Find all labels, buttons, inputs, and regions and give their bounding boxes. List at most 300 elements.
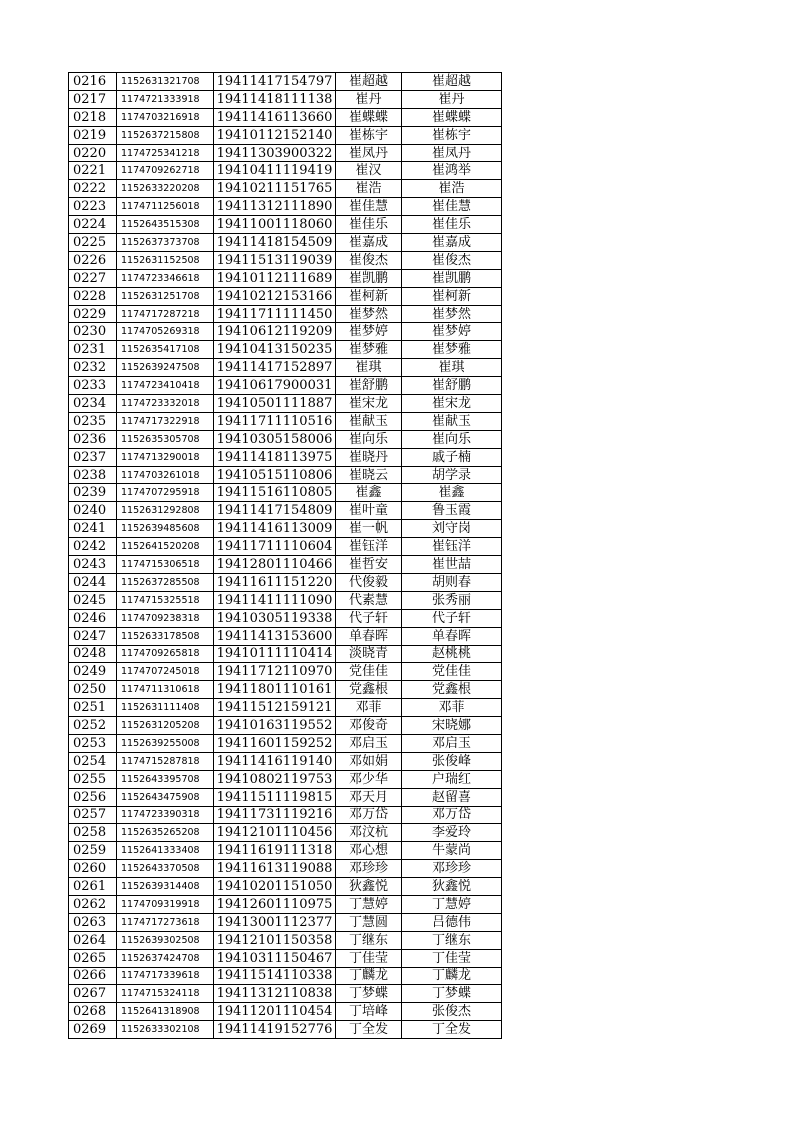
row-number-cell: 0218 — [69, 108, 117, 126]
row-number-cell: 0264 — [69, 931, 117, 949]
name-secondary-cell: 赵留喜 — [402, 788, 502, 806]
name-secondary-cell: 崔柯新 — [402, 287, 502, 305]
name-secondary-cell: 丁梦蝶 — [402, 985, 502, 1003]
table-row — [69, 198, 502, 216]
table-row — [69, 806, 502, 824]
code-a-cell: 1174707295918 — [117, 484, 214, 502]
code-a-cell: 1174713290018 — [117, 448, 214, 466]
code-b-cell: 19410163119552 — [214, 717, 336, 735]
name-secondary-cell: 崔凤丹 — [402, 144, 502, 162]
name-primary-cell: 崔叶童 — [336, 502, 402, 520]
code-a-cell: 1152637215808 — [117, 126, 214, 144]
table-row — [69, 305, 502, 323]
name-primary-cell: 党鑫根 — [336, 681, 402, 699]
code-a-cell: 1152631292808 — [117, 502, 214, 520]
row-number-cell: 0224 — [69, 216, 117, 234]
name-secondary-cell: 崔嘉成 — [402, 234, 502, 252]
code-b-cell: 19411417154809 — [214, 502, 336, 520]
code-b-cell: 19411411111090 — [214, 591, 336, 609]
name-secondary-cell: 崔钰洋 — [402, 538, 502, 556]
code-a-cell: 1152643370508 — [117, 860, 214, 878]
code-b-cell: 19410212153166 — [214, 287, 336, 305]
name-primary-cell: 丁慧婷 — [336, 895, 402, 913]
code-b-cell: 19410501111887 — [214, 395, 336, 413]
code-b-cell: 19411514110338 — [214, 967, 336, 985]
table-row — [69, 484, 502, 502]
name-secondary-cell: 鲁玉霞 — [402, 502, 502, 520]
row-number-cell: 0255 — [69, 770, 117, 788]
name-primary-cell: 丁佳莹 — [336, 949, 402, 967]
table-row — [69, 663, 502, 681]
code-a-cell: 1174715287818 — [117, 752, 214, 770]
code-a-cell: 1174709238318 — [117, 609, 214, 627]
code-b-cell: 19410112152140 — [214, 126, 336, 144]
code-b-cell: 19410111110414 — [214, 645, 336, 663]
name-secondary-cell: 崔丹 — [402, 90, 502, 108]
name-secondary-cell: 崔世喆 — [402, 556, 502, 574]
row-number-cell: 0266 — [69, 967, 117, 985]
name-secondary-cell: 赵桃桃 — [402, 645, 502, 663]
code-a-cell: 1152631321708 — [117, 73, 214, 91]
code-a-cell: 1174725341218 — [117, 144, 214, 162]
name-secondary-cell: 张俊峰 — [402, 752, 502, 770]
code-a-cell: 1152631205208 — [117, 717, 214, 735]
name-primary-cell: 丁梦蝶 — [336, 985, 402, 1003]
name-secondary-cell: 崔佳慧 — [402, 198, 502, 216]
code-b-cell: 19411418111138 — [214, 90, 336, 108]
code-b-cell: 19410411119419 — [214, 162, 336, 180]
name-secondary-cell: 吕德伟 — [402, 913, 502, 931]
code-a-cell: 1174723410418 — [117, 377, 214, 395]
row-number-cell: 0222 — [69, 180, 117, 198]
name-secondary-cell: 丁继东 — [402, 931, 502, 949]
name-primary-cell: 邓心想 — [336, 842, 402, 860]
row-number-cell: 0251 — [69, 699, 117, 717]
name-primary-cell: 崔向乐 — [336, 430, 402, 448]
row-number-cell: 0248 — [69, 645, 117, 663]
name-primary-cell: 崔浩 — [336, 180, 402, 198]
name-primary-cell: 代素慧 — [336, 591, 402, 609]
row-number-cell: 0244 — [69, 573, 117, 591]
code-b-cell: 19411801110161 — [214, 681, 336, 699]
name-primary-cell: 崔梦然 — [336, 305, 402, 323]
table-row — [69, 359, 502, 377]
code-b-cell: 19412801110466 — [214, 556, 336, 574]
code-b-cell: 19411516110805 — [214, 484, 336, 502]
table-row — [69, 913, 502, 931]
table-row — [69, 538, 502, 556]
code-a-cell: 1174705269318 — [117, 323, 214, 341]
name-secondary-cell: 丁慧婷 — [402, 895, 502, 913]
code-b-cell: 19411711110516 — [214, 412, 336, 430]
code-a-cell: 1152643395708 — [117, 770, 214, 788]
code-a-cell: 1152635305708 — [117, 430, 214, 448]
row-number-cell: 0260 — [69, 860, 117, 878]
code-a-cell: 1174717287218 — [117, 305, 214, 323]
table-row — [69, 645, 502, 663]
code-b-cell: 19411201110454 — [214, 1003, 336, 1021]
row-number-cell: 0256 — [69, 788, 117, 806]
code-b-cell: 19410112111689 — [214, 269, 336, 287]
code-b-cell: 19411001118060 — [214, 216, 336, 234]
row-number-cell: 0258 — [69, 824, 117, 842]
table-row — [69, 377, 502, 395]
table-row — [69, 73, 502, 91]
row-number-cell: 0231 — [69, 341, 117, 359]
name-secondary-cell: 张秀丽 — [402, 591, 502, 609]
name-primary-cell: 邓天月 — [336, 788, 402, 806]
table-row — [69, 395, 502, 413]
name-primary-cell: 邓珍珍 — [336, 860, 402, 878]
code-b-cell: 19411712110970 — [214, 663, 336, 681]
code-a-cell: 1152641520208 — [117, 538, 214, 556]
row-number-cell: 0234 — [69, 395, 117, 413]
row-number-cell: 0254 — [69, 752, 117, 770]
table-row — [69, 895, 502, 913]
name-secondary-cell: 党鑫根 — [402, 681, 502, 699]
table-row — [69, 216, 502, 234]
code-b-cell: 19411511119815 — [214, 788, 336, 806]
name-primary-cell: 代俊毅 — [336, 573, 402, 591]
name-secondary-cell: 崔琪 — [402, 359, 502, 377]
row-number-cell: 0268 — [69, 1003, 117, 1021]
name-secondary-cell: 邓珍珍 — [402, 860, 502, 878]
code-a-cell: 1152639302508 — [117, 931, 214, 949]
name-secondary-cell: 崔舒鹏 — [402, 377, 502, 395]
code-a-cell: 1174715325518 — [117, 591, 214, 609]
table-row — [69, 985, 502, 1003]
row-number-cell: 0243 — [69, 556, 117, 574]
name-primary-cell: 邓俊奇 — [336, 717, 402, 735]
name-primary-cell: 邓万岱 — [336, 806, 402, 824]
name-primary-cell: 崔凤丹 — [336, 144, 402, 162]
name-primary-cell: 淡晓青 — [336, 645, 402, 663]
row-number-cell: 0233 — [69, 377, 117, 395]
row-number-cell: 0236 — [69, 430, 117, 448]
name-secondary-cell: 崔宋龙 — [402, 395, 502, 413]
table-row — [69, 341, 502, 359]
name-primary-cell: 崔哲安 — [336, 556, 402, 574]
table-row — [69, 556, 502, 574]
code-a-cell: 1174721333918 — [117, 90, 214, 108]
name-secondary-cell: 崔鑫 — [402, 484, 502, 502]
name-primary-cell: 崔梦雅 — [336, 341, 402, 359]
name-primary-cell: 邓菲 — [336, 699, 402, 717]
table-body — [69, 73, 502, 1039]
name-secondary-cell: 崔凯鹏 — [402, 269, 502, 287]
row-number-cell: 0219 — [69, 126, 117, 144]
row-number-cell: 0228 — [69, 287, 117, 305]
code-b-cell: 19411512159121 — [214, 699, 336, 717]
code-b-cell: 19411303900322 — [214, 144, 336, 162]
name-secondary-cell: 户瑞红 — [402, 770, 502, 788]
code-b-cell: 19411417154797 — [214, 73, 336, 91]
name-primary-cell: 崔鑫 — [336, 484, 402, 502]
table-row — [69, 699, 502, 717]
name-secondary-cell: 单春晖 — [402, 627, 502, 645]
code-a-cell: 1152639485608 — [117, 520, 214, 538]
name-primary-cell: 崔舒鹏 — [336, 377, 402, 395]
name-primary-cell: 丁培峰 — [336, 1003, 402, 1021]
name-primary-cell: 丁全发 — [336, 1021, 402, 1039]
row-number-cell: 0216 — [69, 73, 117, 91]
name-secondary-cell: 牛蒙尚 — [402, 842, 502, 860]
code-b-cell: 19410305158006 — [214, 430, 336, 448]
row-number-cell: 0227 — [69, 269, 117, 287]
code-a-cell: 1152631111408 — [117, 699, 214, 717]
code-a-cell: 1152633178508 — [117, 627, 214, 645]
name-primary-cell: 崔蝶蝶 — [336, 108, 402, 126]
table-row — [69, 251, 502, 269]
name-primary-cell: 邓少华 — [336, 770, 402, 788]
name-secondary-cell: 张俊杰 — [402, 1003, 502, 1021]
table-row — [69, 609, 502, 627]
code-b-cell: 19412101110456 — [214, 824, 336, 842]
table-row — [69, 90, 502, 108]
code-a-cell: 1152633302108 — [117, 1021, 214, 1039]
name-secondary-cell: 宋晓娜 — [402, 717, 502, 735]
table-row — [69, 967, 502, 985]
row-number-cell: 0225 — [69, 234, 117, 252]
table-row — [69, 842, 502, 860]
name-primary-cell: 崔佳慧 — [336, 198, 402, 216]
name-secondary-cell: 代子轩 — [402, 609, 502, 627]
table-row — [69, 627, 502, 645]
name-primary-cell: 邓如娟 — [336, 752, 402, 770]
table-row — [69, 788, 502, 806]
name-primary-cell: 崔凯鹏 — [336, 269, 402, 287]
table-row — [69, 430, 502, 448]
name-primary-cell: 崔汉 — [336, 162, 402, 180]
code-b-cell: 19410617900031 — [214, 377, 336, 395]
name-secondary-cell: 丁全发 — [402, 1021, 502, 1039]
code-a-cell: 1174709265818 — [117, 645, 214, 663]
row-number-cell: 0240 — [69, 502, 117, 520]
row-number-cell: 0269 — [69, 1021, 117, 1039]
code-b-cell: 19410515110806 — [214, 466, 336, 484]
code-b-cell: 19410413150235 — [214, 341, 336, 359]
code-a-cell: 1174717339618 — [117, 967, 214, 985]
row-number-cell: 0265 — [69, 949, 117, 967]
code-a-cell: 1152639314408 — [117, 878, 214, 896]
name-secondary-cell: 崔梦雅 — [402, 341, 502, 359]
name-primary-cell: 单春晖 — [336, 627, 402, 645]
table-row — [69, 717, 502, 735]
name-primary-cell: 丁麟龙 — [336, 967, 402, 985]
code-a-cell: 1152637424708 — [117, 949, 214, 967]
name-primary-cell: 崔嘉成 — [336, 234, 402, 252]
table-row — [69, 108, 502, 126]
name-primary-cell: 崔琪 — [336, 359, 402, 377]
table-row — [69, 234, 502, 252]
table-row — [69, 591, 502, 609]
code-b-cell: 19411613119088 — [214, 860, 336, 878]
name-primary-cell: 崔一帆 — [336, 520, 402, 538]
code-a-cell: 1174715324118 — [117, 985, 214, 1003]
table-row — [69, 520, 502, 538]
code-b-cell: 19410201151050 — [214, 878, 336, 896]
table-row — [69, 931, 502, 949]
name-primary-cell: 丁继东 — [336, 931, 402, 949]
code-b-cell: 19411416113660 — [214, 108, 336, 126]
row-number-cell: 0238 — [69, 466, 117, 484]
code-b-cell: 19411312110838 — [214, 985, 336, 1003]
code-a-cell: 1174723346618 — [117, 269, 214, 287]
name-secondary-cell: 刘守岗 — [402, 520, 502, 538]
code-a-cell: 1152637285508 — [117, 573, 214, 591]
name-secondary-cell: 崔超越 — [402, 73, 502, 91]
row-number-cell: 0242 — [69, 538, 117, 556]
table-row — [69, 323, 502, 341]
code-b-cell: 19411711111450 — [214, 305, 336, 323]
code-a-cell: 1152639247508 — [117, 359, 214, 377]
code-a-cell: 1152643515308 — [117, 216, 214, 234]
table-row — [69, 269, 502, 287]
code-b-cell: 19410802119753 — [214, 770, 336, 788]
row-number-cell: 0247 — [69, 627, 117, 645]
code-a-cell: 1174709262718 — [117, 162, 214, 180]
row-number-cell: 0229 — [69, 305, 117, 323]
code-b-cell: 19412101150358 — [214, 931, 336, 949]
table-row — [69, 466, 502, 484]
code-a-cell: 1152637373708 — [117, 234, 214, 252]
code-a-cell: 1174709319918 — [117, 895, 214, 913]
code-a-cell: 1152643475908 — [117, 788, 214, 806]
name-primary-cell: 邓汶杭 — [336, 824, 402, 842]
name-secondary-cell: 胡学录 — [402, 466, 502, 484]
row-number-cell: 0250 — [69, 681, 117, 699]
table-row — [69, 573, 502, 591]
code-b-cell: 19411418113975 — [214, 448, 336, 466]
row-number-cell: 0241 — [69, 520, 117, 538]
name-secondary-cell: 戚子楠 — [402, 448, 502, 466]
code-a-cell: 1152633220208 — [117, 180, 214, 198]
code-b-cell: 19413001112377 — [214, 913, 336, 931]
name-secondary-cell: 崔俊杰 — [402, 251, 502, 269]
table-row — [69, 412, 502, 430]
code-a-cell: 1174717273618 — [117, 913, 214, 931]
row-number-cell: 0230 — [69, 323, 117, 341]
name-primary-cell: 崔超越 — [336, 73, 402, 91]
name-secondary-cell: 崔梦然 — [402, 305, 502, 323]
name-primary-cell: 崔钰洋 — [336, 538, 402, 556]
code-b-cell: 19411416119140 — [214, 752, 336, 770]
code-b-cell: 19411601159252 — [214, 734, 336, 752]
table-row — [69, 1003, 502, 1021]
code-a-cell: 1174703216918 — [117, 108, 214, 126]
code-a-cell: 1174711310618 — [117, 681, 214, 699]
table-row — [69, 126, 502, 144]
table-row — [69, 681, 502, 699]
code-a-cell: 1174715306518 — [117, 556, 214, 574]
table-row — [69, 860, 502, 878]
table-row — [69, 502, 502, 520]
table-row — [69, 287, 502, 305]
name-primary-cell: 崔晓云 — [336, 466, 402, 484]
row-number-cell: 0261 — [69, 878, 117, 896]
row-number-cell: 0257 — [69, 806, 117, 824]
code-b-cell: 19411413153600 — [214, 627, 336, 645]
table-row — [69, 448, 502, 466]
row-number-cell: 0252 — [69, 717, 117, 735]
row-number-cell: 0253 — [69, 734, 117, 752]
code-a-cell: 1174723332018 — [117, 395, 214, 413]
name-secondary-cell: 丁麟龙 — [402, 967, 502, 985]
code-b-cell: 19411711110604 — [214, 538, 336, 556]
name-secondary-cell: 崔献玉 — [402, 412, 502, 430]
table-row — [69, 180, 502, 198]
name-primary-cell: 崔丹 — [336, 90, 402, 108]
name-primary-cell: 崔俊杰 — [336, 251, 402, 269]
name-primary-cell: 崔晓丹 — [336, 448, 402, 466]
code-b-cell: 19411416113009 — [214, 520, 336, 538]
row-number-cell: 0267 — [69, 985, 117, 1003]
name-primary-cell: 崔献玉 — [336, 412, 402, 430]
name-secondary-cell: 崔浩 — [402, 180, 502, 198]
code-a-cell: 1152635417108 — [117, 341, 214, 359]
table-row — [69, 878, 502, 896]
student-list-table — [68, 72, 502, 1039]
name-secondary-cell: 胡则春 — [402, 573, 502, 591]
row-number-cell: 0235 — [69, 412, 117, 430]
row-number-cell: 0226 — [69, 251, 117, 269]
code-a-cell: 1174703261018 — [117, 466, 214, 484]
code-a-cell: 1152631251708 — [117, 287, 214, 305]
table-row — [69, 144, 502, 162]
row-number-cell: 0223 — [69, 198, 117, 216]
code-b-cell: 19411513119039 — [214, 251, 336, 269]
name-secondary-cell: 邓启玉 — [402, 734, 502, 752]
row-number-cell: 0262 — [69, 895, 117, 913]
name-secondary-cell: 党佳佳 — [402, 663, 502, 681]
code-b-cell: 19410612119209 — [214, 323, 336, 341]
name-primary-cell: 崔梦婷 — [336, 323, 402, 341]
name-primary-cell: 代子轩 — [336, 609, 402, 627]
name-secondary-cell: 崔向乐 — [402, 430, 502, 448]
code-b-cell: 19411417152897 — [214, 359, 336, 377]
row-number-cell: 0239 — [69, 484, 117, 502]
name-primary-cell: 党佳佳 — [336, 663, 402, 681]
table-row — [69, 1021, 502, 1039]
name-secondary-cell: 邓菲 — [402, 699, 502, 717]
code-b-cell: 19412601110975 — [214, 895, 336, 913]
code-a-cell: 1152635265208 — [117, 824, 214, 842]
name-secondary-cell: 崔佳乐 — [402, 216, 502, 234]
code-b-cell: 19410211151765 — [214, 180, 336, 198]
row-number-cell: 0237 — [69, 448, 117, 466]
name-secondary-cell: 李爱玲 — [402, 824, 502, 842]
name-secondary-cell: 丁佳莹 — [402, 949, 502, 967]
code-a-cell: 1152631152508 — [117, 251, 214, 269]
code-b-cell: 19410311150467 — [214, 949, 336, 967]
name-primary-cell: 狄鑫悦 — [336, 878, 402, 896]
name-primary-cell: 崔栋宇 — [336, 126, 402, 144]
name-primary-cell: 崔佳乐 — [336, 216, 402, 234]
code-b-cell: 19410305119338 — [214, 609, 336, 627]
table-row — [69, 752, 502, 770]
name-primary-cell: 丁慧圆 — [336, 913, 402, 931]
code-a-cell: 1152639255008 — [117, 734, 214, 752]
name-secondary-cell: 邓万岱 — [402, 806, 502, 824]
name-primary-cell: 邓启玉 — [336, 734, 402, 752]
code-b-cell: 19411418154509 — [214, 234, 336, 252]
row-number-cell: 0220 — [69, 144, 117, 162]
code-b-cell: 19411619111318 — [214, 842, 336, 860]
name-secondary-cell: 崔蝶蝶 — [402, 108, 502, 126]
row-number-cell: 0221 — [69, 162, 117, 180]
row-number-cell: 0263 — [69, 913, 117, 931]
name-secondary-cell: 崔梦婷 — [402, 323, 502, 341]
